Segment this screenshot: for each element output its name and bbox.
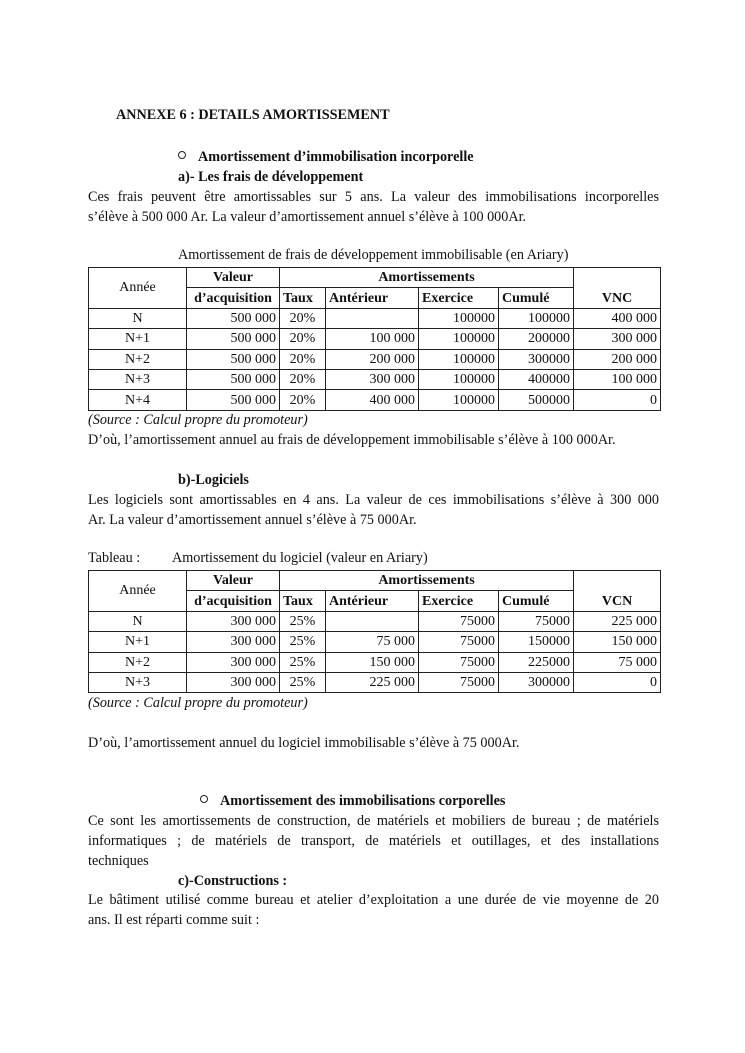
cell-exercise: 100000 — [419, 349, 499, 369]
cell-exercise: 75000 — [419, 652, 499, 672]
cell-year: N+3 — [89, 369, 187, 389]
table-header-row — [89, 268, 661, 288]
cell-year: N+1 — [89, 632, 187, 652]
cell-rate: 20% — [280, 349, 326, 369]
cell-rate: 20% — [280, 369, 326, 389]
cell-cumulative: 100000 — [499, 308, 574, 328]
conclusion-text: D’où, l’amortissement annuel au frais de développement immobilisable s’élève à 100 000Ar. — [88, 432, 616, 448]
header-acq-line1: Valeur — [187, 268, 280, 288]
table-header-row — [89, 571, 661, 591]
cell-previous: 300 000 — [326, 369, 419, 389]
header-cumulative: Cumulé — [499, 591, 574, 611]
table-caption: Amortissement du logiciel (valeur en Ariary) — [172, 550, 428, 566]
cell-acq: 500 000 — [187, 329, 280, 349]
table-row — [89, 611, 661, 631]
table-row — [89, 349, 661, 369]
header-amort-group: Amortissements — [280, 268, 574, 288]
cell-acq: 500 000 — [187, 390, 280, 410]
table-row — [89, 632, 661, 652]
paragraph-line: s’élève à 500 000 Ar. La valeur d’amortissement annuel s’élève à 100 000Ar. — [88, 209, 527, 225]
cell-exercise: 75000 — [419, 632, 499, 652]
amortization-table-logiciel — [88, 570, 661, 693]
cell-cumulative: 75000 — [499, 611, 574, 631]
cell-exercise: 100000 — [419, 369, 499, 389]
header-net: VNC — [574, 268, 661, 309]
paragraph-line: Ce sont les amortissements de construction, de matériels et mobiliers de bureau ; de matériels — [88, 813, 659, 829]
cell-net: 225 000 — [574, 611, 661, 631]
cell-exercise: 100000 — [419, 308, 499, 328]
cell-net: 0 — [574, 672, 661, 692]
table-label: Tableau : — [88, 550, 141, 566]
cell-cumulative: 300000 — [499, 672, 574, 692]
table-row — [89, 390, 661, 410]
cell-acq: 300 000 — [187, 611, 280, 631]
header-acq-line1: Valeur — [187, 571, 280, 591]
table-row — [89, 652, 661, 672]
cell-cumulative: 300000 — [499, 349, 574, 369]
cell-year: N — [89, 308, 187, 328]
cell-net: 75 000 — [574, 652, 661, 672]
header-exercise: Exercice — [419, 288, 499, 308]
header-rate: Taux — [280, 591, 326, 611]
table-caption: Amortissement de frais de développement immobilisable (en Ariary) — [178, 247, 569, 263]
subheading-constructions: c)-Constructions : — [178, 873, 288, 889]
annex-title: ANNEXE 6 : DETAILS AMORTISSEMENT — [116, 107, 390, 123]
cell-previous: 400 000 — [326, 390, 419, 410]
cell-cumulative: 150000 — [499, 632, 574, 652]
cell-acq: 300 000 — [187, 652, 280, 672]
table-row — [89, 329, 661, 349]
cell-net: 100 000 — [574, 369, 661, 389]
header-net: VCN — [574, 571, 661, 612]
cell-rate: 25% — [280, 672, 326, 692]
cell-year: N+2 — [89, 652, 187, 672]
paragraph-line: ans. Il est réparti comme suit : — [88, 912, 260, 928]
cell-net: 200 000 — [574, 349, 661, 369]
cell-cumulative: 400000 — [499, 369, 574, 389]
cell-rate: 20% — [280, 329, 326, 349]
header-exercise: Exercice — [419, 591, 499, 611]
paragraph-line: techniques — [88, 853, 149, 869]
cell-rate: 20% — [280, 390, 326, 410]
cell-exercise: 100000 — [419, 390, 499, 410]
cell-net: 300 000 — [574, 329, 661, 349]
cell-acq: 500 000 — [187, 369, 280, 389]
cell-exercise: 75000 — [419, 672, 499, 692]
header-year: Année — [89, 268, 187, 309]
subheading-logiciels: b)-Logiciels — [178, 472, 249, 488]
paragraph-line: Le bâtiment utilisé comme bureau et atelier d’exploitation a une durée de vie moyenne de 20 — [88, 892, 659, 908]
cell-acq: 300 000 — [187, 672, 280, 692]
circle-bullet-icon — [178, 151, 186, 159]
cell-rate: 25% — [280, 611, 326, 631]
cell-previous — [326, 611, 419, 631]
cell-rate: 25% — [280, 652, 326, 672]
cell-previous: 200 000 — [326, 349, 419, 369]
amortization-table-frais — [88, 267, 661, 411]
cell-acq: 500 000 — [187, 308, 280, 328]
section-heading-text: Amortissement des immobilisations corporelles — [220, 793, 506, 809]
cell-previous — [326, 308, 419, 328]
cell-year: N+4 — [89, 390, 187, 410]
cell-rate: 25% — [280, 632, 326, 652]
table-row — [89, 672, 661, 692]
circle-bullet-icon — [200, 795, 208, 803]
header-previous: Antérieur — [326, 288, 419, 308]
table-row — [89, 308, 661, 328]
cell-acq: 300 000 — [187, 632, 280, 652]
cell-net: 0 — [574, 390, 661, 410]
cell-year: N+3 — [89, 672, 187, 692]
cell-cumulative: 225000 — [499, 652, 574, 672]
cell-net: 150 000 — [574, 632, 661, 652]
cell-rate: 20% — [280, 308, 326, 328]
header-acq-line2: d’acquisition — [187, 288, 280, 308]
header-acq-line2: d’acquisition — [187, 591, 280, 611]
table-row — [89, 369, 661, 389]
cell-cumulative: 500000 — [499, 390, 574, 410]
table-source: (Source : Calcul propre du promoteur) — [88, 412, 308, 428]
paragraph-line: Ces frais peuvent être amortissables sur 5 ans. La valeur des immobilisations incorporelles — [88, 189, 659, 205]
subheading-frais-developpement: a)- Les frais de développement — [178, 169, 364, 185]
header-amort-group: Amortissements — [280, 571, 574, 591]
cell-net: 400 000 — [574, 308, 661, 328]
section-heading-text: Amortissement d’immobilisation incorporelle — [198, 149, 474, 165]
section-heading-incorporelle — [178, 149, 474, 166]
conclusion-text: D’où, l’amortissement annuel du logiciel immobilisable s’élève à 75 000Ar. — [88, 735, 520, 751]
section-heading-corporelle — [200, 793, 505, 810]
cell-exercise: 100000 — [419, 329, 499, 349]
header-year: Année — [89, 571, 187, 612]
cell-cumulative: 200000 — [499, 329, 574, 349]
header-rate: Taux — [280, 288, 326, 308]
paragraph-line: informatiques ; de matériels de transport, de matériels et outillages, et des installations — [88, 833, 659, 849]
cell-exercise: 75000 — [419, 611, 499, 631]
header-previous: Antérieur — [326, 591, 419, 611]
cell-previous: 225 000 — [326, 672, 419, 692]
cell-year: N — [89, 611, 187, 631]
cell-previous: 150 000 — [326, 652, 419, 672]
table-source: (Source : Calcul propre du promoteur) — [88, 695, 308, 711]
header-cumulative: Cumulé — [499, 288, 574, 308]
paragraph-line: Ar. La valeur d’amortissement annuel s’élève à 75 000Ar. — [88, 512, 417, 528]
cell-previous: 100 000 — [326, 329, 419, 349]
cell-year: N+2 — [89, 349, 187, 369]
cell-previous: 75 000 — [326, 632, 419, 652]
cell-acq: 500 000 — [187, 349, 280, 369]
cell-year: N+1 — [89, 329, 187, 349]
paragraph-line: Les logiciels sont amortissables en 4 ans. La valeur de ces immobilisations s’élève à 300 000 — [88, 492, 659, 508]
